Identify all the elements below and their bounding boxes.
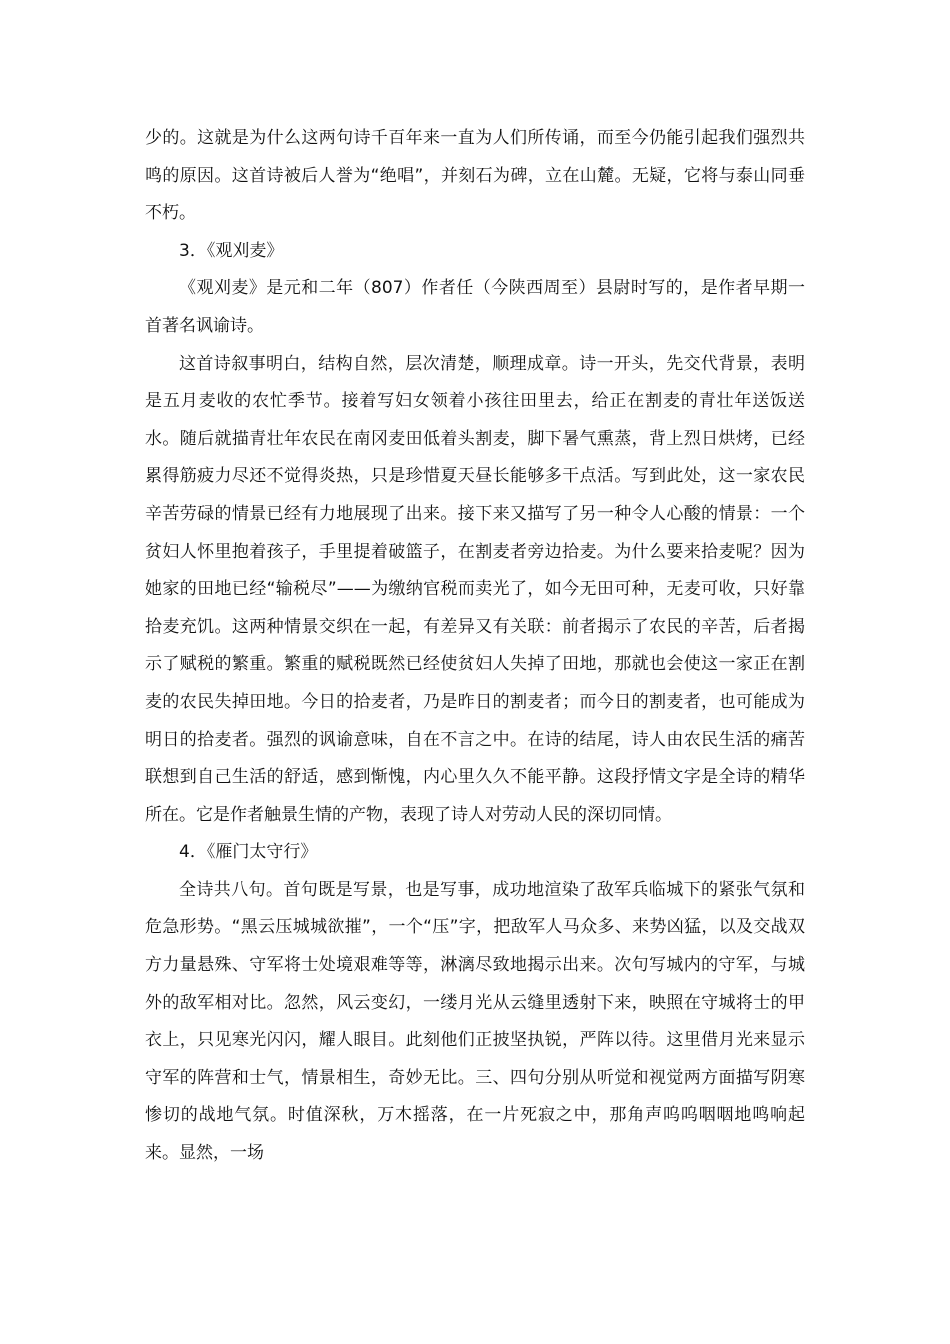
- section-heading-3: 3．《观刈麦》: [179, 240, 284, 261]
- paragraph-analysis-guan-yi-mai: 这首诗叙事明白，结构自然，层次清楚，顺理成章。诗一开头，先交代背景，表明是五月麦收的农忙季节。接着写妇女领着小孩往田里去，给正在割麦的青壮年送饭送水。随后就描青壮年农民在南冈麦田低着头割麦，脚下暑气熏蒸，背上烈日烘烤，已经累得筋疲力尽还不觉得炎热，只是珍惜夏天昼长能够多干点活。写到此处，这一家农民辛苦劳碌的情景已经有力地展现了出来。接下来又描写了另一种令人心酸的情景：一个贫妇人怀里抱着孩子，手里提着破篮子，在割麦者旁边拾麦。为什么要来拾麦呢？因为她家的田地已经“输税尽”——为缴纳官税而卖光了，如今无田可种，无麦可收，只好靠拾麦充饥。这两种情景交织在一起，有差异又有关联：前者揭示了农民的辛苦，后者揭示了赋税的繁重。繁重的赋税既然已经使贫妇人失掉了田地，那就也会使这一家正在割麦的农民失掉田地。今日的拾麦者，乃是昨日的割麦者；而今日的割麦者，也可能成为明日的拾麦者。强烈的讽谕意味，自在不言之中。在诗的结尾，诗人由农民生活的痛苦联想到自己生活的舒适，感到惭愧，内心里久久不能平静。这段抒情文字是全诗的精华所在。它是作者触景生情的产物，表现了诗人对劳动人民的深切同情。: [145, 353, 805, 825]
- section-heading-4: 4．《雁门太守行》: [179, 842, 318, 863]
- paragraph-continued: 少的。这就是为什么这两句诗千百年来一直为人们所传诵，而至今仍能引起我们强烈共鸣的原因。这首诗被后人誉为“绝唱”，并刻石为碑，立在山麓。无疑，它将与泰山同垂不朽。: [145, 128, 805, 224]
- paragraph-intro-guan-yi-mai: 《观刈麦》是元和二年（807）作者任（今陕西周至）县尉时写的，是作者早期一首著名讽谕诗。: [145, 278, 805, 336]
- document-body: [145, 120, 805, 1173]
- paragraph-analysis-yanmen: 全诗共八句。首句既是写景，也是写事，成功地渲染了敌军兵临城下的紧张气氛和危急形势。“黑云压城城欲摧”，一个“压”字，把敌军人马众多、来势凶猛，以及交战双方力量悬殊、守军将士处境艰难等等，淋漓尽致地揭示出来。次句写城内的守军，与城外的敌军相对比。忽然，风云变幻，一缕月光从云缝里透射下来，映照在守城将士的甲衣上，只见寒光闪闪，耀人眼目。此刻他们正披坚执锐，严阵以待。这里借月光来显示守军的阵营和士气，情景相生，奇妙无比。三、四句分别从听觉和视觉两方面描写阴寒惨切的战地气氛。时值深秋，万木摇落，在一片死寂之中，那角声呜呜咽咽地鸣响起来。显然，一场: [145, 879, 805, 1164]
